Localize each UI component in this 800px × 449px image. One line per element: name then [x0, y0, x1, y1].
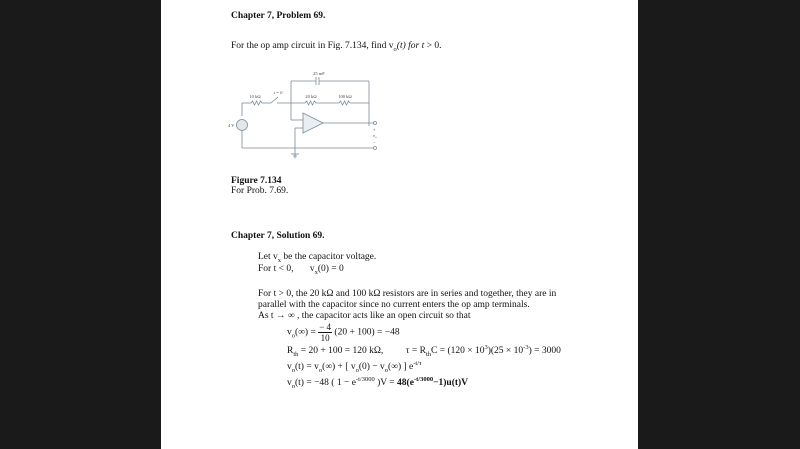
switch-label: t = 0 — [273, 90, 283, 95]
equation-2 — [287, 343, 561, 358]
document-page — [161, 0, 638, 449]
figure-caption-title: Figure 7.134 — [231, 176, 282, 186]
switch-blade — [271, 97, 278, 103]
resistor-20k — [305, 101, 316, 105]
final-answer-end: −1)u(t)V — [433, 378, 469, 388]
superscript: -t/τ — [413, 359, 422, 367]
text: (t) = v — [295, 362, 319, 372]
text: v — [309, 264, 315, 274]
statement-text: For the op amp circuit in Fig. 7.134, find v — [231, 41, 394, 51]
text: = 20 + 100 = 120 kΩ, — [298, 346, 384, 356]
text: )(25 × 10 — [487, 346, 524, 356]
subscript: o — [355, 366, 359, 374]
final-answer-superscript: -t/3000 — [413, 375, 434, 383]
statement-var: t — [421, 41, 425, 51]
problem-statement — [231, 41, 441, 52]
fraction — [318, 322, 332, 343]
text: (∞) = — [295, 327, 316, 338]
superscript: -3 — [523, 343, 529, 351]
voltage-source — [237, 120, 248, 131]
solution-line-1 — [258, 252, 376, 263]
text: Let v — [258, 252, 278, 262]
final-answer: 48(e — [397, 378, 414, 388]
text: (t) = −48 ( 1 − e — [295, 378, 356, 388]
subscript: x — [277, 256, 282, 264]
subscript: o — [384, 366, 389, 374]
text: )V = — [374, 378, 398, 388]
figure-caption-text: For Prob. 7.69. — [231, 186, 289, 196]
solution-para-2: parallel with the capacitor since no current enters the op amp terminals. — [258, 300, 530, 310]
text: be the capacitor voltage. — [281, 252, 377, 262]
subscript: o — [291, 366, 295, 374]
op-amp — [303, 113, 323, 133]
text: τ = R — [405, 346, 426, 356]
text: For t < 0, — [258, 264, 294, 274]
r3-label: 100 kΩ — [338, 94, 352, 99]
r2-label: 20 kΩ — [305, 94, 317, 99]
circuit-diagram — [227, 68, 387, 163]
equation-1 — [287, 322, 400, 343]
source-label: 4 V — [228, 123, 235, 128]
text: (∞) ] e — [388, 362, 414, 372]
statement-mid: (t) for — [396, 41, 422, 51]
terminal — [374, 147, 377, 150]
plus-label: + — [373, 127, 376, 132]
solution-para-1: For t > 0, the 20 kΩ and 100 kΩ resistors are in series and together, they are in — [258, 289, 557, 299]
solution-para-3: As t → ∞ , the capacitor acts like an open circuit so that — [258, 311, 471, 321]
text: (0) − v — [358, 362, 385, 372]
solution-line-2 — [258, 264, 344, 275]
text: (20 + 100) = −48 — [334, 327, 400, 338]
text: C = (120 × 10 — [431, 346, 485, 356]
equation-3 — [287, 359, 422, 374]
r1-label: 10 kΩ — [249, 94, 261, 99]
denominator: 10 — [320, 333, 330, 343]
minus-label: − — [373, 140, 376, 145]
vo-label: v — [373, 133, 375, 138]
subscript: o — [291, 382, 295, 390]
text: v — [287, 378, 292, 388]
vo-sub-label: o — [375, 135, 377, 139]
text: (0) = 0 — [317, 264, 344, 274]
text: v — [287, 327, 292, 338]
resistor-100k — [339, 101, 350, 105]
resistor-10k — [251, 101, 262, 105]
capacitor-label: 25 mF — [313, 71, 325, 76]
subscript: x — [314, 268, 318, 276]
subscript: th — [425, 350, 431, 358]
superscript: -t/3000 — [355, 375, 375, 383]
solution-heading: Chapter 7, Solution 69. — [231, 231, 325, 241]
numerator: − 4 — [319, 322, 332, 332]
subscript: o — [318, 366, 323, 374]
superscript: 3 — [484, 343, 488, 351]
statement-sub: o — [393, 45, 397, 53]
equation-4 — [287, 375, 469, 390]
subscript: th — [293, 350, 299, 358]
subscript: o — [291, 332, 295, 340]
problem-heading: Chapter 7, Problem 69. — [231, 11, 326, 21]
text: v — [287, 362, 292, 372]
text: (∞) + [ v — [322, 362, 356, 372]
statement-suffix: > 0. — [424, 41, 442, 51]
text: ) = 3000 — [528, 346, 561, 356]
text: R — [287, 346, 294, 356]
